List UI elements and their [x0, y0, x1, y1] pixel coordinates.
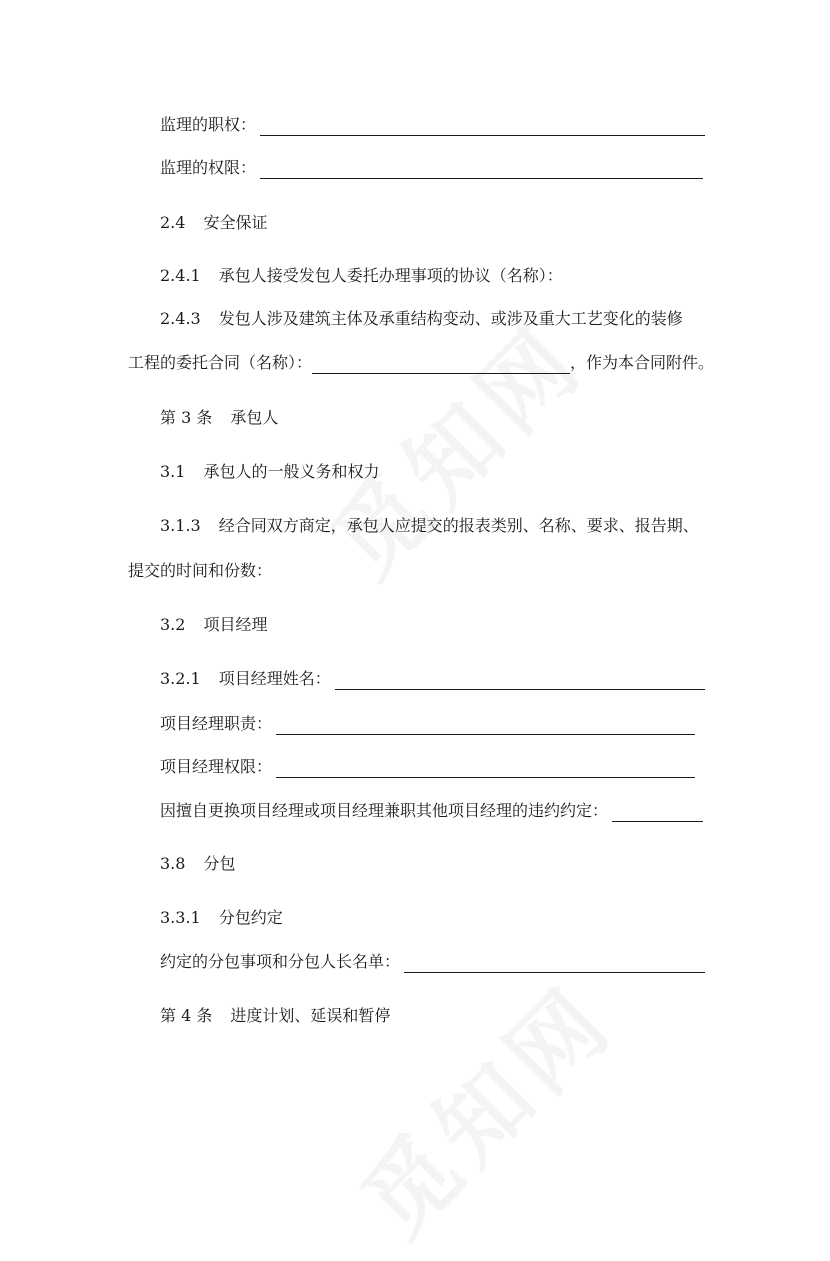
blank-field[interactable]: [404, 955, 705, 973]
clause-text: 工程的委托合同（名称）：: [128, 353, 313, 372]
supervisor-authority-line: [160, 114, 705, 136]
clause-line: [160, 515, 705, 537]
article-title: 承包人: [230, 408, 279, 427]
line-label: 监理的职权：: [160, 115, 257, 134]
clause-line: [160, 907, 705, 929]
clause-number: 2.4.3: [160, 309, 201, 328]
section-number: 3.1: [160, 462, 186, 481]
section-title: 项目经理: [203, 615, 268, 634]
article-number: 第 4 条: [160, 1006, 213, 1025]
line-label: 项目经理权限：: [160, 757, 273, 776]
blank-field[interactable]: [260, 118, 705, 136]
clause-number: 3.3.1: [160, 908, 201, 927]
section-heading: [160, 853, 705, 875]
section-title: 承包人的一般义务和权力: [203, 462, 380, 481]
breach-agreement-line: [160, 800, 703, 822]
line-label: 项目经理职责：: [160, 714, 273, 733]
watermark: [298, 291, 608, 601]
section-heading: [160, 212, 705, 234]
blank-field[interactable]: [276, 717, 695, 735]
clause-line: [160, 308, 705, 330]
clause-text: 发包人涉及建筑主体及承重结构变动、或涉及重大工艺变化的装修: [218, 309, 683, 328]
clause-text: 项目经理姓名：: [218, 669, 331, 688]
section-number: 2.4: [160, 213, 186, 232]
clause-number: 2.4.1: [160, 266, 201, 285]
clause-text: 经合同双方商定，承包人应提交的报表类别、名称、要求、报告期、: [218, 516, 699, 535]
subcontractor-list-line: [160, 951, 705, 973]
project-manager-name-line: [160, 668, 705, 690]
line-label: 监理的权限：: [160, 158, 257, 177]
clause-text: 承包人接受发包人委托办理事项的协议（名称）：: [218, 266, 563, 285]
clause-text: 提交的时间和份数：: [128, 561, 273, 580]
clause-text: 分包约定: [218, 908, 283, 927]
clause-continuation-line: [128, 560, 705, 582]
article-number: 第 3 条: [160, 408, 213, 427]
blank-field[interactable]: [612, 804, 703, 822]
blank-field[interactable]: [276, 760, 695, 778]
watermark: [328, 951, 638, 1261]
section-title: 安全保证: [203, 213, 268, 232]
supervisor-limits-line: [160, 157, 703, 179]
section-heading: [160, 461, 705, 483]
clause-number: 3.1.3: [160, 516, 201, 535]
section-heading: [160, 614, 705, 636]
clause-number: 3.2.1: [160, 669, 201, 688]
clause-continuation-line: [128, 352, 715, 374]
section-number: 3.2: [160, 615, 186, 634]
article-heading: [160, 1005, 705, 1027]
project-manager-limits-line: [160, 756, 695, 778]
line-label: 约定的分包事项和分包人长名单：: [160, 952, 401, 971]
blank-field[interactable]: [312, 356, 570, 374]
blank-field[interactable]: [260, 161, 703, 179]
section-number: 3.8: [160, 854, 186, 873]
line-label: 因擅自更换项目经理或项目经理兼职其他项目经理的违约约定：: [160, 801, 609, 820]
clause-suffix: ，作为本合同附件。: [570, 353, 715, 372]
project-manager-duties-line: [160, 713, 695, 735]
blank-field[interactable]: [335, 672, 705, 690]
article-heading: [160, 407, 705, 429]
section-title: 分包: [203, 854, 236, 873]
clause-line: [160, 265, 705, 287]
article-title: 进度计划、延误和暂停: [230, 1006, 391, 1025]
